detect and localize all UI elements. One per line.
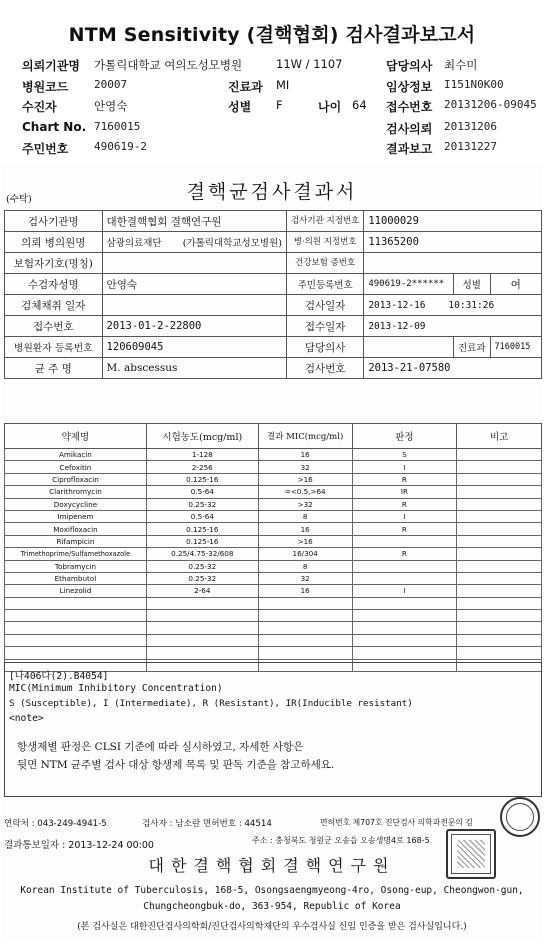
test-range: 2-256	[146, 461, 258, 473]
drug-name: Doxycycline	[5, 498, 147, 510]
remark	[457, 548, 542, 560]
remark	[457, 473, 542, 485]
header-label: 나이	[318, 100, 342, 114]
empty-table-row	[5, 610, 542, 622]
mic-result: 16	[258, 585, 352, 597]
col-header-remarks: 비고	[457, 424, 542, 449]
hospital-code: 11365200	[364, 232, 542, 253]
doctor-value	[364, 337, 454, 358]
lab-code-label: 검사기관 지정번호	[286, 211, 363, 232]
empty-table-row	[5, 622, 542, 634]
col-header-drug: 약제명	[5, 424, 147, 449]
mic-result: 16/304	[258, 548, 352, 560]
header-label: 접수번호	[386, 100, 433, 114]
registration-no: 120609045	[102, 337, 286, 358]
interpretation: S	[352, 449, 457, 461]
header-value: 20131206	[444, 120, 497, 133]
note-tag: <note>	[9, 713, 44, 724]
hospital-name-label: 의뢰 병의원명	[5, 232, 103, 253]
note-line-1: 항생제별 판정은 CLSI 기준에 따라 실시하였고, 자세한 사항은	[17, 741, 304, 753]
patient-name-label: 수검자성명	[5, 274, 103, 295]
patient-name: 안영숙	[102, 274, 286, 295]
header-value: 20131227	[444, 140, 497, 153]
drug-name: Cefoxitin	[5, 461, 147, 473]
note-line-2: 뒷면 NTM 균주별 검사 대상 항생제 목록 및 판독 기준을 참고하세요.	[17, 759, 335, 771]
report-heading: 결핵균검사결과서	[186, 181, 358, 203]
drug-name: Clarithromycin	[5, 486, 147, 498]
patient-info-table	[4, 210, 542, 379]
header-value: 20131206-09045	[444, 98, 537, 111]
organism-label: 균 주 명	[5, 358, 103, 379]
remark	[457, 510, 542, 522]
table-row	[5, 510, 542, 522]
test-range: 0.125-16	[146, 535, 258, 547]
header-value: 가톨릭대학교 여의도성모병원	[94, 58, 243, 72]
drug-name: Rifampicin	[5, 535, 147, 547]
table-row	[5, 486, 542, 498]
remark	[457, 461, 542, 473]
institute-name: 대한결핵협회결핵연구원	[148, 856, 396, 875]
header-label: 검사의뢰	[386, 122, 433, 136]
drug-name: Linezolid	[5, 585, 147, 597]
drug-name: Amikacin	[5, 449, 147, 461]
note-legend: S (Susceptible), I (Intermediate), R (Resistant), IR(Inducible resistant)	[9, 698, 413, 709]
table-row	[5, 560, 542, 572]
report-date: 결과통보일자 : 2013-12-24 00:00	[4, 840, 154, 851]
round-seal	[500, 797, 540, 837]
sex-value: 여	[490, 274, 541, 295]
header-value: 안영숙	[94, 99, 128, 113]
header-label: 주민번호	[22, 142, 69, 156]
test-no: 2013-21-07580	[364, 358, 542, 379]
header-label: 성별	[228, 100, 252, 114]
receipt-date: 2013-12-09	[364, 316, 542, 337]
registration-no-label: 병원환자 등록번호	[5, 337, 103, 358]
remark	[457, 585, 542, 597]
contact-phone: 연락처 : 043-249-4941-5	[4, 819, 107, 829]
table-row	[5, 498, 542, 510]
test-range: 0.125-16	[146, 523, 258, 535]
remark	[457, 572, 542, 584]
receipt-no-label: 접수번호	[5, 316, 103, 337]
header-label: 병원코드	[22, 80, 69, 94]
header-value: 7160015	[94, 120, 141, 133]
interpretation: R	[352, 498, 457, 510]
header-label: 의뢰기관명	[22, 59, 80, 73]
remark	[457, 486, 542, 498]
test-range: 0.5-64	[146, 510, 258, 522]
license-info: 면허번호 제707호 진단검사 의학과전문의 김	[320, 818, 473, 827]
sample-date-label: 검체채취 일자	[5, 295, 103, 316]
remark	[457, 498, 542, 510]
header-label: 임상정보	[386, 80, 433, 94]
interpretation: R	[352, 523, 457, 535]
test-range: 0.5-64	[146, 486, 258, 498]
doctor-label: 담당의사	[286, 337, 363, 358]
drug-name: Ethambutol	[5, 572, 147, 584]
header-value: MI	[276, 78, 290, 92]
receipt-no: 2013-01-2-22800	[102, 316, 286, 337]
interpretation: I	[352, 585, 457, 597]
remark	[457, 535, 542, 547]
col-header-mic: 결과 MIC(mcg/ml)	[258, 424, 352, 449]
interpretation: R	[352, 473, 457, 485]
header-value: F	[276, 98, 283, 112]
test-range: 0.25-32	[146, 572, 258, 584]
drug-name: Trimethoprime/Sulfamethoxazole	[5, 548, 147, 560]
insurer-value	[102, 253, 286, 274]
note-code: [나406다(2).B4054]	[9, 671, 109, 682]
test-time: 10:31:26	[448, 299, 495, 311]
hospital-sub: (가톨릭대학교성모병원)	[182, 238, 282, 249]
mic-result: =<0.5,>64	[258, 486, 352, 498]
test-range: 0.25-32	[146, 560, 258, 572]
remark	[457, 449, 542, 461]
table-row	[5, 449, 542, 461]
organism-name: M. abscessus	[102, 358, 286, 379]
scanned-report	[2, 165, 542, 941]
insurer-label: 보험자기호(명칭)	[5, 253, 103, 274]
drug-name: Tobramycin	[5, 560, 147, 572]
test-range: 0.25/4.75-32/608	[146, 548, 258, 560]
table-row	[5, 572, 542, 584]
remark	[457, 560, 542, 572]
certification-note: (본 검사실은 대한진단검사의학회/진단검사의학재단의 우수검사실 신임 인증을 받은 검사실입니다.)	[77, 922, 467, 932]
header-value: 64	[352, 98, 367, 112]
test-range: 0.125-16	[146, 473, 258, 485]
header-label: 결과보고	[386, 142, 433, 156]
insurance-card-label: 건강보험 증번호	[286, 253, 363, 274]
mic-result: 8	[258, 510, 352, 522]
report-title: NTM Sensitivity (결핵협회) 검사결과보고서	[68, 24, 476, 46]
hospital-name: 삼광의료재단	[106, 238, 162, 249]
interpretation	[352, 535, 457, 547]
table-row	[5, 473, 542, 485]
interpretation: R	[352, 548, 457, 560]
empty-table-row	[5, 647, 542, 659]
remark	[457, 523, 542, 535]
table-row	[5, 535, 542, 547]
empty-table-row	[5, 634, 542, 646]
test-range: 0.25-32	[146, 498, 258, 510]
drug-name: Ciprofloxacin	[5, 473, 147, 485]
col-header-range: 시험농도(mcg/ml)	[146, 424, 258, 449]
mic-result: 8	[258, 560, 352, 572]
header-label: 수진자	[22, 100, 57, 114]
institute-stamp	[446, 829, 496, 879]
sex-label: 성별	[454, 274, 491, 295]
resident-no-label: 주민등록번호	[286, 274, 363, 295]
header-label: Chart No.	[22, 120, 87, 134]
interpretation	[352, 560, 457, 572]
corner-label: (수탁)	[6, 194, 32, 205]
drug-name: Imipenem	[5, 510, 147, 522]
notes-box	[4, 662, 542, 797]
sample-date	[102, 295, 286, 316]
note-mic-definition: MIC(Minimum Inhibitory Concentration)	[9, 683, 223, 694]
table-row	[5, 548, 542, 560]
resident-no: 490619-2******	[364, 274, 454, 295]
header-value: 20007	[94, 78, 128, 91]
susceptibility-table	[4, 423, 542, 672]
mic-result: >16	[258, 535, 352, 547]
test-date: 2013-12-16	[368, 299, 426, 311]
interpretation: I	[352, 461, 457, 473]
empty-table-row	[5, 597, 542, 609]
lab-code: 11000029	[364, 211, 542, 232]
mic-result: 16	[258, 449, 352, 461]
col-header-interpretation: 판정	[352, 424, 457, 449]
insurance-card-value	[364, 253, 542, 274]
table-row	[5, 585, 542, 597]
institute-address-en-2: Chungcheongbuk-do, 363-954, Republic of Korea	[143, 901, 401, 912]
interpretation: I	[352, 510, 457, 522]
lab-name: 대한결핵협회 결핵연구원	[102, 211, 286, 232]
table-row	[5, 461, 542, 473]
address-kr: 주소 : 충청북도 청원군 오송읍 오송생명4로 168-5	[252, 836, 430, 845]
interpretation	[352, 572, 457, 584]
header-label: 담당의사	[386, 59, 433, 73]
header-value: 최수미	[444, 58, 478, 72]
header-value: 11W / 1107	[276, 57, 343, 71]
examiner-info: 검사자 : 남소란 면허번호 : 44514	[142, 819, 272, 829]
drug-name: Moxifloxacin	[5, 523, 147, 535]
dept-value: 7160015	[490, 337, 541, 358]
table-row	[5, 523, 542, 535]
institute-address-en: Korean Institute of Tuberculosis, 168-5, Osongsaengmyeong-4ro, Osong-eup, Cheongwon-gun,	[20, 885, 524, 896]
mic-result: 32	[258, 461, 352, 473]
receipt-date-label: 접수일자	[286, 316, 363, 337]
mic-result: 16	[258, 523, 352, 535]
test-date-label: 검사일자	[286, 295, 363, 316]
mic-result: 32	[258, 572, 352, 584]
lab-name-label: 검사기관명	[5, 211, 103, 232]
test-range: 2-64	[146, 585, 258, 597]
hospital-code-label: 병·의원 지정번호	[286, 232, 363, 253]
mic-result: >32	[258, 498, 352, 510]
header-value: 490619-2	[94, 140, 147, 153]
mic-result: >16	[258, 473, 352, 485]
dept-label: 진료과	[454, 337, 491, 358]
header-value: I151N0K00	[444, 78, 504, 91]
test-no-label: 검사번호	[286, 358, 363, 379]
test-range: 1-128	[146, 449, 258, 461]
interpretation: IR	[352, 486, 457, 498]
header-label: 진료과	[228, 80, 263, 94]
